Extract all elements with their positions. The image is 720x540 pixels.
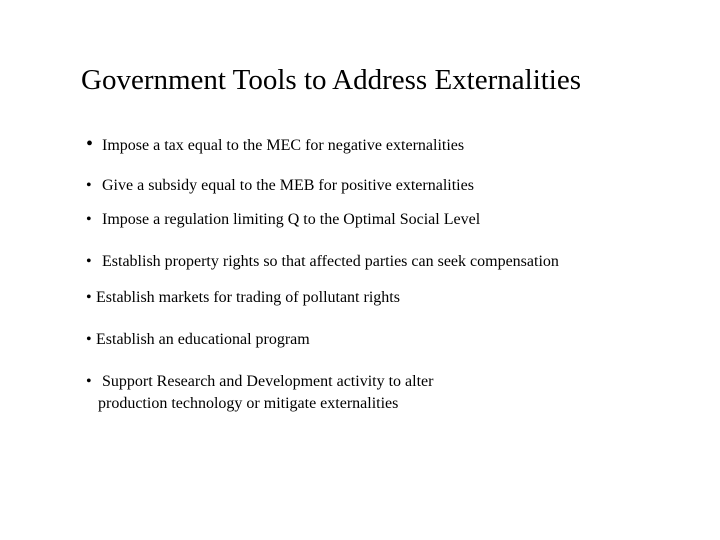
bullet-text-continuation: production technology or mitigate externalities: [98, 395, 399, 412]
bullet-item-markets: [86, 287, 400, 309]
bullet-dot: •: [86, 331, 92, 348]
bullet-dot: •: [86, 253, 92, 270]
bullet-item-education: [86, 329, 310, 351]
bullet-text: Give a subsidy equal to the MEB for positive externalities: [102, 177, 474, 194]
bullet-dot: •: [86, 289, 92, 306]
bullet-item-research: [86, 371, 433, 415]
bullet-text: Establish property rights so that affected parties can seek compensation: [102, 253, 559, 270]
bullet-text: Establish an educational program: [96, 331, 310, 348]
bullet-item-subsidy: [86, 175, 474, 197]
bullet-dot: •: [86, 373, 92, 390]
bullet-text: Support Research and Development activity to alter: [102, 373, 434, 390]
bullet-dot: •: [86, 133, 94, 155]
bullet-dot: •: [86, 211, 92, 228]
bullet-item-tax: [86, 133, 464, 157]
bullet-text: Establish markets for trading of pollutant rights: [96, 289, 400, 306]
bullet-text: Impose a regulation limiting Q to the Optimal Social Level: [102, 211, 481, 228]
bullet-item-property-rights: [86, 251, 559, 273]
bullet-text: Impose a tax equal to the MEC for negative externalities: [102, 137, 465, 154]
slide-title: Government Tools to Address Externalities: [81, 64, 582, 96]
bullet-dot: •: [86, 177, 92, 194]
bullet-item-regulation: [86, 209, 480, 231]
